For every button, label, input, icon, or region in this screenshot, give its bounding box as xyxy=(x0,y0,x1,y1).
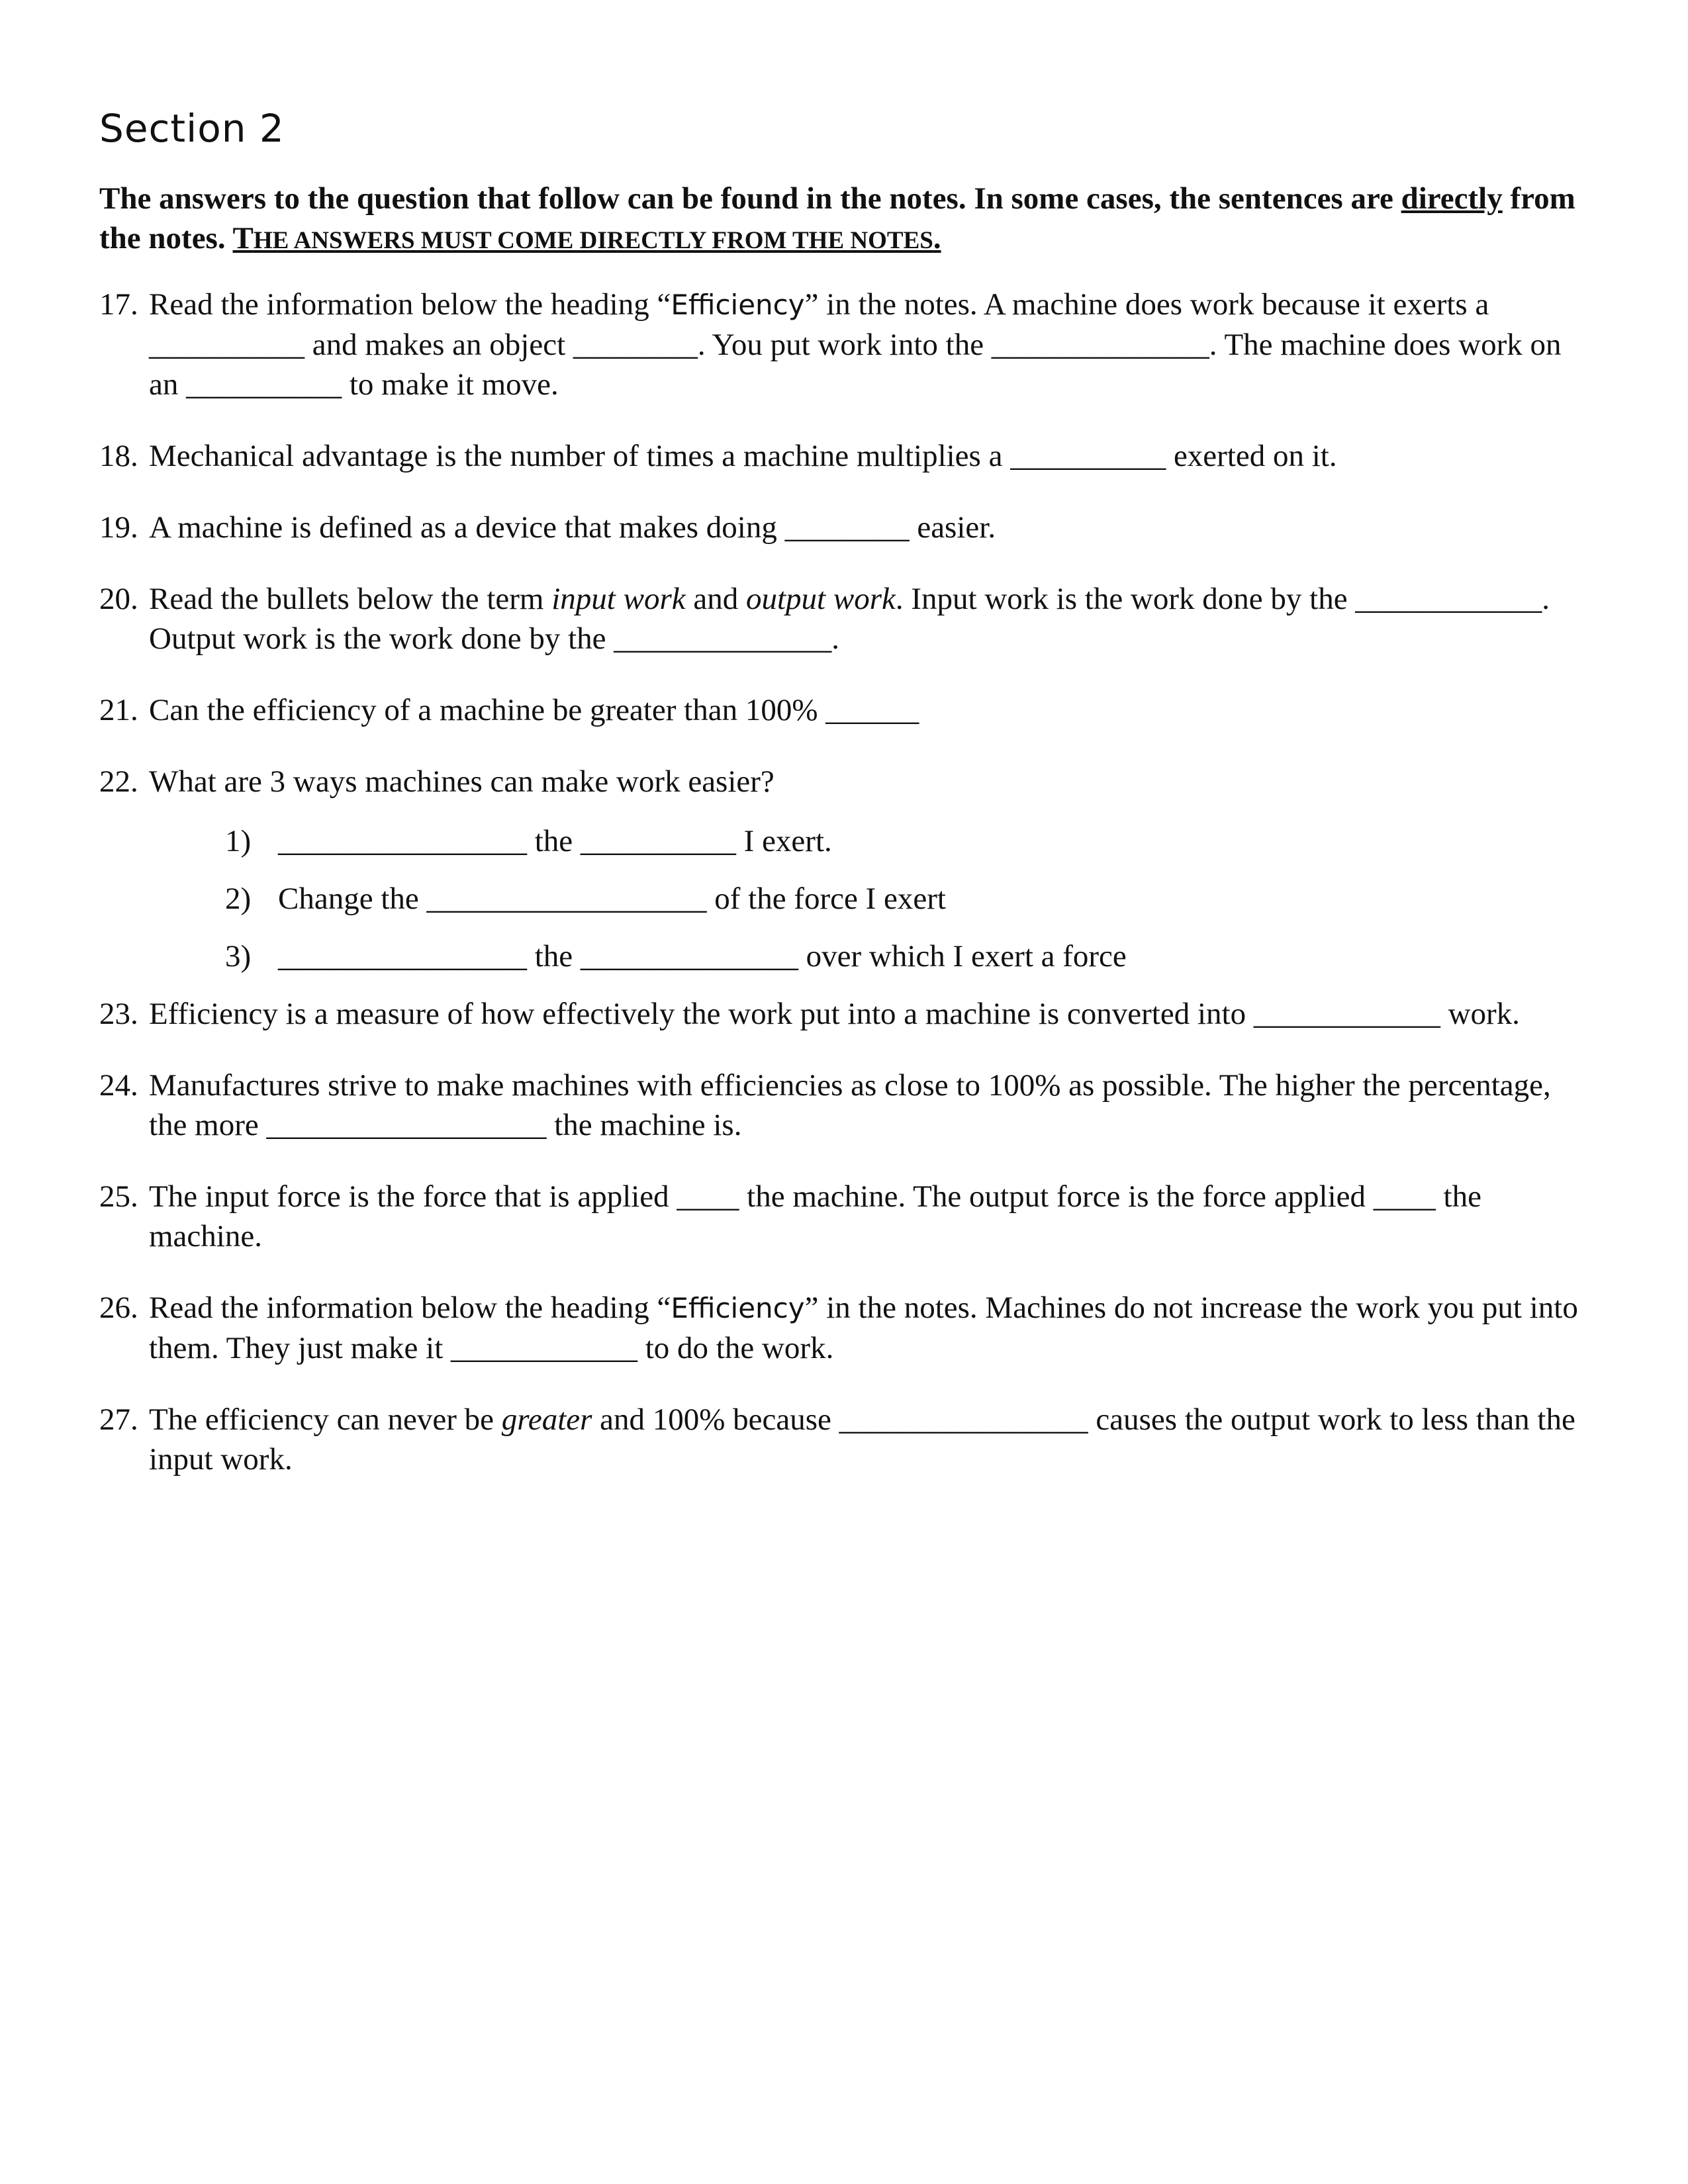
question-number: 22. xyxy=(99,764,138,799)
question-text-cont: ” in the notes. Machines do not increase the work you put into them. They just make it ____________ to do the work. xyxy=(149,1291,1578,1365)
question-number: 24. xyxy=(99,1068,138,1103)
list-item xyxy=(225,879,1589,919)
question-text: Mechanical advantage is the number of times a machine multiplies a __________ exerted on it. xyxy=(149,439,1337,473)
list-item-number: 2) xyxy=(225,882,252,916)
question-text: Manufactures strive to make machines with efficiencies as close to 100% as possible. The higher the percentage, the more __________________ the machine is. xyxy=(149,1068,1551,1142)
list-item xyxy=(225,821,1589,861)
question-text-cont: . Input work is the work done by the ____________. Output work is the work done by the ______________. xyxy=(149,582,1550,656)
question-22 xyxy=(99,762,1589,801)
question-25 xyxy=(99,1177,1589,1256)
list-item-number: 1) xyxy=(225,824,252,858)
question-text: Read the information below the heading “ xyxy=(149,1291,671,1325)
ways-list xyxy=(99,821,1589,976)
question-number: 19. xyxy=(99,510,138,545)
question-27 xyxy=(99,1400,1589,1479)
instructions xyxy=(99,179,1589,261)
section-title: Section 2 xyxy=(99,106,285,151)
question-26 xyxy=(99,1288,1589,1368)
question-text: Read the bullets below the term xyxy=(149,582,552,616)
question-19 xyxy=(99,508,1589,547)
question-number: 21. xyxy=(99,693,138,727)
list-item-text: Change the __________________ of the force I exert xyxy=(278,882,946,916)
question-23 xyxy=(99,994,1589,1034)
term-output-work: output work xyxy=(745,582,896,616)
question-number: 26. xyxy=(99,1291,138,1325)
question-text: What are 3 ways machines can make work easier? xyxy=(149,764,774,799)
question-text-cont: and 100% because ________________ causes the output work to less than the input work. xyxy=(149,1402,1575,1477)
question-18 xyxy=(99,436,1589,476)
list-item-text: ________________ the ______________ over which I exert a force xyxy=(278,939,1127,974)
question-number: 25. xyxy=(99,1179,138,1214)
list-item-number: 3) xyxy=(225,939,252,974)
list-item xyxy=(225,936,1589,976)
instructions-line1: The answers to the question that follow can be found in the notes. In some cases, the sentences are xyxy=(99,181,1393,216)
instructions-caps: THE ANSWERS MUST COME DIRECTLY FROM THE NOTES. xyxy=(232,221,941,255)
worksheet-page xyxy=(99,93,1589,1511)
list-item-text: ________________ the __________ I exert. xyxy=(278,824,832,858)
question-17 xyxy=(99,285,1589,404)
question-number: 20. xyxy=(99,582,138,616)
question-text: A machine is defined as a device that makes doing ________ easier. xyxy=(149,510,996,545)
question-text: Read the information below the heading “ xyxy=(149,287,671,322)
question-text-cont: ” in the notes. A machine does work because it exerts a __________ and makes an object ________. You put work into the ______________. The machine does work on an __________ to make it move. xyxy=(149,287,1562,402)
question-number: 23. xyxy=(99,997,138,1031)
emphasis-greater: greater xyxy=(501,1402,592,1437)
question-number: 27. xyxy=(99,1402,138,1437)
question-24 xyxy=(99,1066,1589,1145)
question-text: The input force is the force that is applied ____ the machine. The output force is the force applied ____ the machine. xyxy=(149,1179,1481,1253)
instructions-mid: from the notes. xyxy=(99,181,1575,255)
question-text: The efficiency can never be xyxy=(149,1402,502,1437)
question-text: Efficiency is a measure of how effectively the work put into a machine is converted into ____________ work. xyxy=(149,997,1520,1031)
question-21 xyxy=(99,690,1589,730)
term-input-work: input work xyxy=(551,582,686,616)
instructions-directly: directly xyxy=(1401,181,1503,216)
question-number: 17. xyxy=(99,287,138,322)
heading-word: Efficiency xyxy=(671,1292,805,1324)
question-20: 20. Read the bullets below the term input work and output work. Input work is the work done by the ____________. Output work is the work done by the ______________. xyxy=(99,579,1589,659)
heading-word: Efficiency xyxy=(671,289,805,321)
question-number: 18. xyxy=(99,439,138,473)
question-text: Can the efficiency of a machine be greater than 100% ______ xyxy=(149,693,919,727)
